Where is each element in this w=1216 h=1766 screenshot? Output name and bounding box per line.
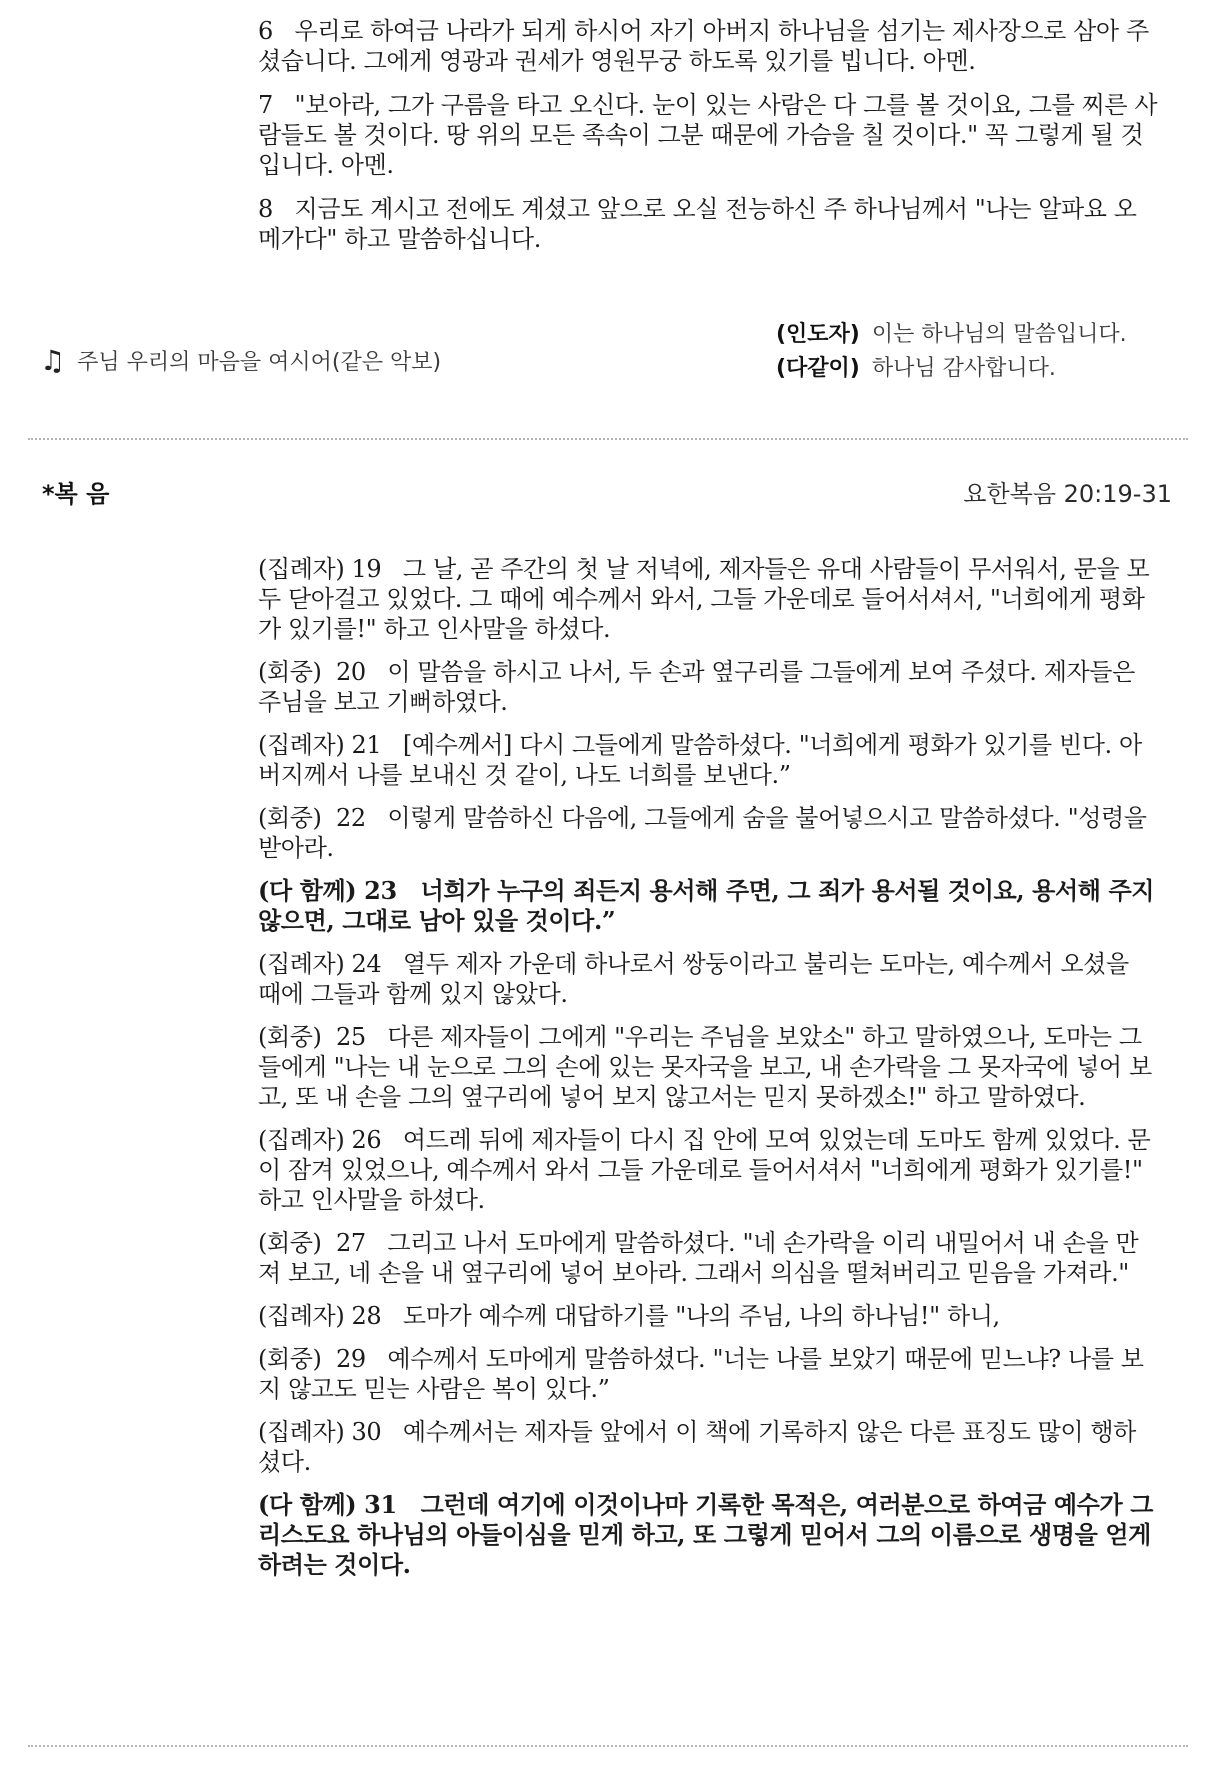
gospel-verse: (집례자) 28 도마가 예수께 대답하기를 "나의 주님, 나의 하나님!" 하니, [258,1302,1000,1330]
gospel-verse: (다 함께) 23 너희가 누구의 죄든지 용서해 주면, 그 죄가 용서될 것이요, 용서해 주지 않으면, 그대로 남아 있을 것이다.” [258,876,1163,935]
verse-7: 7 "보아라, 그가 구름을 타고 오신다. 눈이 있는 사람은 다 그를 볼 것이요, 그를 찌른 사람들도 볼 것이다. 땅 위의 모든 족속이 그분 때문에 가슴을 칠 것이다." 꼭 그렇게 될 것입니다. 아멘. [258,91,1158,179]
bottom-divider [28,1745,1188,1747]
music-note-icon: ♫ [40,344,66,377]
hymn-title: 주님 우리의 마음을 여시어(같은 악보) [77,350,442,375]
section-divider [28,438,1188,440]
gospel-verse: (집례자) 30 예수께서는 제자들 앞에서 이 책에 기록하지 않은 다른 표징도 많이 행하셨다. [258,1418,1136,1476]
gospel-verse: (회중) 27 그리고 나서 도마에게 말씀하셨다. "네 손가락을 이리 내밀어서 내 손을 만져 보고, 네 손을 내 옆구리에 넣어 보아라. 그래서 의심을 떨쳐버리고 믿음을 가져라." [258,1229,1139,1287]
gospel-verse: (회중) 29 예수께서 도마에게 말씀하셨다. "너는 나를 보았기 때문에 믿느냐? 나를 보지 않고도 믿는 사람은 복이 있다.” [258,1345,1144,1403]
hymn-line [40,344,441,377]
gospel-reading [258,554,1163,1593]
reading-response [776,318,1127,386]
leader-role: (인도자) [776,322,860,347]
gospel-verse: (집례자) 21 [예수께서] 다시 그들에게 말씀하셨다. "너희에게 평화가 있기를 빈다. 아버지께서 나를 보내신 것 같이, 나도 너희를 보낸다.” [258,731,1142,789]
gospel-verse: (회중) 25 다른 제자들이 그에게 "우리는 주님을 보았소" 하고 말하였으나, 도마는 그들에게 "나는 내 눈으로 그의 손에 있는 못자국을 보고, 내 손가락을 그 못자국에 넣어 보고, 또 내 손을 그의 옆구리에 넣어 보지 않고서는 믿지 못하겠소!" 하고 말하였다. [258,1023,1152,1111]
verse-8: 8 지금도 계시고 전에도 계셨고 앞으로 오실 전능하신 주 하나님께서 "나는 알파요 오메가다" 하고 말씀하십니다. [258,195,1137,253]
gospel-verse: (집례자) 19 그 날, 곧 주간의 첫 날 저녁에, 제자들은 유대 사람들이 무서워서, 문을 모두 닫아걸고 있었다. 그 때에 예수께서 와서, 그들 가운데로 들어서셔서, "너희에게 평화가 있기를!" 하고 인사말을 하셨다. [258,555,1150,643]
all-role: (다같이) [776,356,860,381]
gospel-verse: (회중) 20 이 말씀을 하시고 나서, 두 손과 옆구리를 그들에게 보여 주셨다. 제자들은 주님을 보고 기뻐하였다. [258,658,1143,716]
leader-text: 이는 하나님의 말씀입니다. [871,322,1127,347]
all-text: 하나님 감사합니다. [871,356,1056,381]
gospel-verse: (다 함께) 31 그런데 여기에 이것이나마 기록한 목적은, 여러분으로 하여금 예수가 그리스도요 하나님의 아들이심을 믿게 하고, 또 그렇게 믿어서 그의 이름으로 생명을 얻게 하려는 것이다. [258,1490,1159,1579]
gospel-verse: (회중) 22 이렇게 말씀하신 다음에, 그들에게 숨을 불어넣으시고 말씀하셨다. "성령을 받아라. [258,804,1154,862]
gospel-verse: (집례자) 26 여드레 뒤에 제자들이 다시 집 안에 모여 있었는데 도마도 함께 있었다. 문이 잠겨 있었으나, 예수께서 와서 그들 가운데로 들어서셔서 "너희에게 평화가 있기를!" 하고 인사말을 하셨다. [258,1126,1151,1214]
revelation-reading [258,16,1158,268]
gospel-heading: *복 음 [42,480,110,508]
verse-6: 6 우리로 하여금 나라가 되게 하시어 자기 아버지 하나님을 섬기는 제사장으로 삼아 주셨습니다. 그에게 영광과 권세가 영원무궁 하도록 있기를 빕니다. 아멘. [258,17,1149,75]
gospel-verse: (집례자) 24 열두 제자 가운데 하나로서 쌍둥이라고 불리는 도마는, 예수께서 오셨을 때에 그들과 함께 있지 않았다. [258,950,1136,1008]
gospel-reference: 요한복음 20:19-31 [963,480,1172,508]
all-response [776,352,1127,386]
leader-response [776,318,1127,352]
